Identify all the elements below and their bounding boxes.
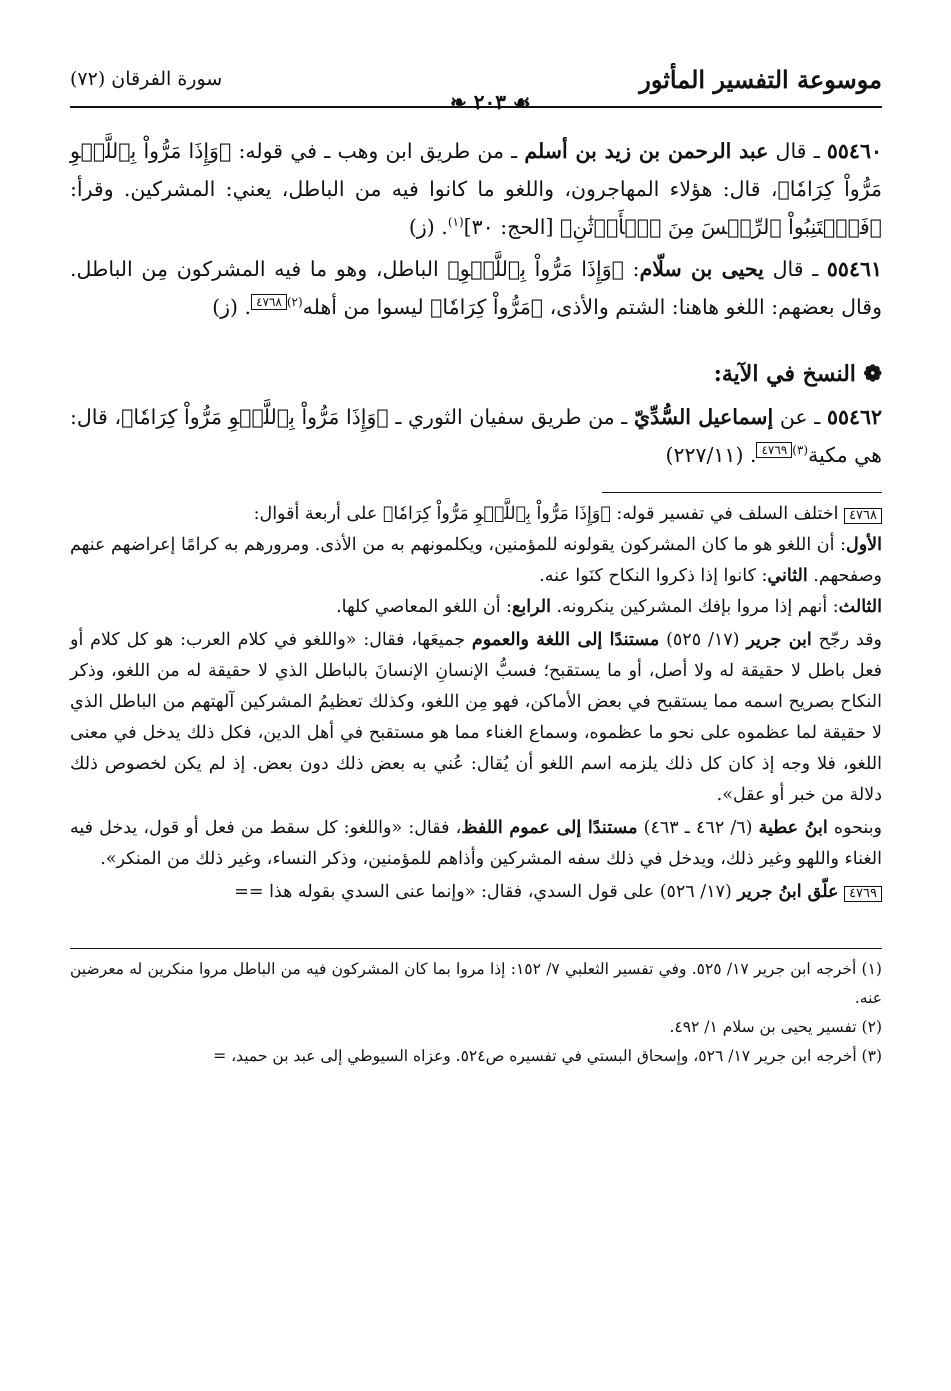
commentary-ibn-atiyya: وبنحوه ابنُ عطية (٦/ ٤٦٢ ـ ٤٦٣) مستندًا إلى عموم اللفظ، فقال: «واللغو: كل سقط من فعل أو قول، يدخل فيه الغناء واللهو وغير ذلك، ويدخل في ذلك سفه المشركين وأذاهم للمؤمنين، وذكر النساء، وغير ذلك من المنكر». [70, 818, 883, 869]
footnote-ref: (٣) [792, 443, 809, 458]
commentary-tarjih: وقد رجّح ابن جرير (١٧/ ٥٢٥) مستندًا إلى اللغة والعموم جميعَها، فقال: «واللغو في كلام العرب: هو كل كلام أو فعل باطل لا حقيقة له ولا أصل، أو ما يستقبح؛ فسبُّ الإنسانِ الإنسانَ بالباطل الذي لا حقيقة له من اللغو، وذكر النكاح بصريح اسمه مما يستقبح في بعض الأماكن، فهو مِن اللغو، وكذلك تعظيمُ المشركين آلهتهم من الباطل الذي لا حقيقة لما عظموه على نحو ما عظموه، وسماع الغناء مما هو مستقبح في أهل الدين، فكل ذلك يدخل في معنى اللغو، فلا وجه إذ كان كل ذلك يلزمه اسم اللغو أن يُقال: عُني به بعض ذلك دون بعض. إذ لم يكن لخصوص ذلك دلالة من خبر أو عقل». [70, 630, 882, 805]
quran-quote: ﴿وَإِذَا مَرُّواْ بِٱللَّغۡوِ مَرُّواْ كِرَامٗا﴾ [382, 504, 611, 524]
entry-5461: ٥٥٤٦١ ـ قال يحيى بن سلّام: ﴿وَإِذَا مَرُّواْ بِٱللَّغۡوِ﴾ الباطل، وهو ما فيه المشركون مِن الباطل. وقال بعضهم: اللغو هاهنا: الشتم والأذى، ﴿مَرُّواْ كِرَامٗا﴾ ليسوا من أهله$^{(٢)}$٤٧٦٨. (ز) [70, 257, 882, 319]
entry-number: ٥٥٤٦٢ [826, 405, 883, 429]
commentary-4768: ٤٧٦٨ اختلف السلف في تفسير قوله: ﴿وَإِذَا مَرُّواْ بِٱللَّغۡوِ مَرُّواْ كِرَامٗا﴾ على أربعة أقوال: الأول: أن اللغو هو ما كان المشركون يقولونه للمؤمنين، ويكلمونهم به من الأذى. ومرورهم به كرامًا إعراضهم عنهم وصفحهم. الثاني: كانوا إذا ذكروا النكاح كنَوا عنه. الثالث: أنهم إذا مروا بإفك المشركين ينكرونه. الرابع: أن اللغو المعاصي كلها. [70, 504, 882, 617]
entry-number: ٥٥٤٦٠ [826, 139, 882, 163]
entry-number: ٥٥٤٦١ [826, 257, 882, 281]
narrator-name: يحيى بن سلّام [639, 257, 764, 281]
page-number: ❧ ٢٠٣ ☙ [450, 90, 531, 114]
commentary-number-box: ٤٧٦٨ [844, 508, 882, 524]
section-title: ❁ النسخ في الآية: [713, 361, 882, 387]
footnote-separator [70, 948, 882, 949]
quran-quote: ﴿فَٱجۡتَنِبُواْ ٱلرِّجۡسَ مِنَ ٱلۡأَوۡثَٰنِ﴾ [560, 215, 882, 239]
narrator-name: عبد الرحمن بن زيد بن أسلم [524, 139, 769, 163]
entry-5462: ٥٥٤٦٢ ـ عن إسماعيل السُّدِّيّ ـ من طريق سفيان الثوري ـ ﴿وَإِذَا مَرُّواْ بِٱللَّغۡوِ مَرُّواْ كِرَامٗا﴾، قال: هي مكية$^{(٣)}$٤٧٦٩. (٢٢٧/١١) [70, 405, 883, 467]
footnote-1: (١) أخرجه ابن جرير ١٧/ ٥٢٥. وفي تفسير الثعلبي ٧/ ١٥٢: إذا مروا بما كان المشركون فيه من الباطل مروا منكرين له معرضين عنه. [70, 960, 882, 1007]
footnote-ref: (٢) [286, 295, 303, 310]
commentary-ref-box: ٤٧٦٨ [251, 294, 287, 310]
commentary-separator [602, 492, 882, 493]
commentary [70, 499, 882, 908]
narrator-name: إسماعيل السُّدِّيّ [633, 405, 774, 429]
commentary-4769: ٤٧٦٩ علّق ابنُ جرير (١٧/ ٥٢٦) على قول السدي، فقال: «وإنما عنى السدي بقوله هذا == [70, 877, 882, 908]
footnote-2: (٢) تفسير يحيى بن سلام ١/ ٤٩٢. [669, 1018, 882, 1036]
surah-title: سورة الفرقان (٧٢) [70, 68, 223, 90]
quran-quote: ﴿وَإِذَا مَرُّواْ بِٱللَّغۡوِ مَرُّواْ كِرَامٗا﴾ [121, 405, 389, 429]
footnote-ref: (١) [447, 215, 464, 230]
quran-quote: ﴿وَإِذَا مَرُّواْ بِٱللَّغۡوِ﴾ [447, 257, 624, 281]
commentary-number-box: ٤٧٦٩ [844, 886, 882, 902]
book-title: موسوعة التفسير المأثور [639, 64, 882, 94]
quran-quote: ﴿وَإِذَا مَرُّواْ بِٱللَّغۡوِ مَرُّواْ كِرَامٗا﴾ [70, 139, 882, 201]
commentary-ref-box: ٤٧٦٩ [756, 442, 792, 458]
footnote-3: (٣) أخرجه ابن جرير ١٧/ ٥٢٦، وإسحاق البستي في تفسيره ص٥٢٤. وعزاه السيوطي إلى عبد بن حميد، = [213, 1047, 882, 1065]
footnotes [70, 955, 882, 1071]
page [70, 62, 882, 1071]
main-text [70, 132, 882, 474]
quran-quote: ﴿مَرُّواْ كِرَامٗا﴾ [430, 295, 544, 319]
entry-5460: ٥٥٤٦٠ ـ قال عبد الرحمن بن زيد بن أسلم ـ من طريق ابن وهب ـ في قوله: ﴿وَإِذَا مَرُّواْ بِٱللَّغۡوِ مَرُّواْ كِرَامٗا﴾، قال: هؤلاء المهاجرون، واللغو ما كانوا فيه من الباطل، يعني: المشركين. وقرأ: ﴿فَٱجۡتَنِبُواْ ٱلرِّجۡسَ مِنَ ٱلۡأَوۡثَٰنِ﴾ [الحج: ٣٠]$^{(١)}$. (ز) [70, 139, 882, 239]
